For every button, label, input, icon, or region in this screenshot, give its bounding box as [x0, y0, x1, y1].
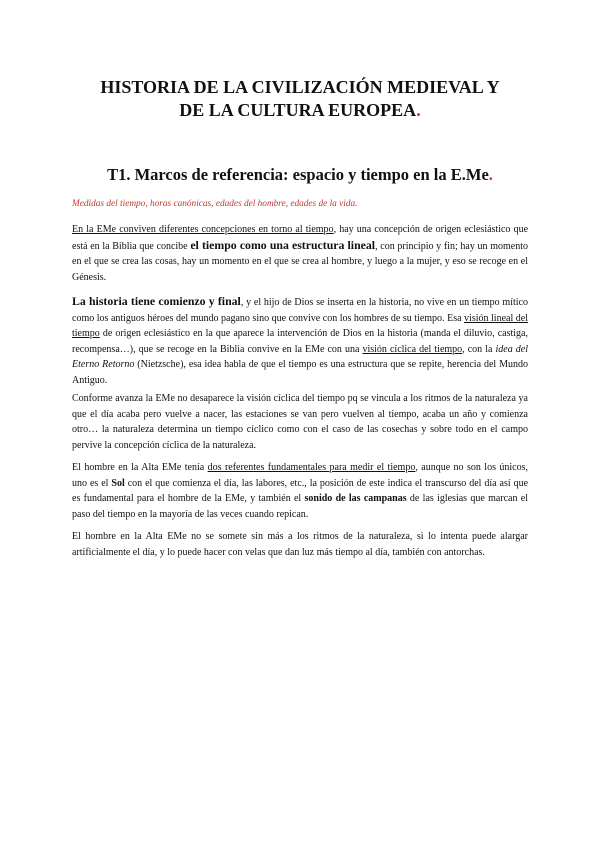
paragraph-3: Conforme avanza la EMe no desaparece la visión cíclica del tiempo pq se vincula a los ritmos de la naturaleza ya que el día acaba pero vuelve a nacer, las estaciones se van pero vuelven al tiempo, acaba un año y comienza otro… la naturaleza determina un tiempo cíclico como con el caso de las cosechas y sobre todo en el campo pervive la concepción cíclica de la naturaleza.: [72, 393, 528, 451]
p4-bold-campanas: sonido de las campanas: [304, 493, 407, 505]
p2-text-a: , y el hijo de Dios se inserta en la historia, no vive en un tiempo mítico como los antiguos héroes del mundo pagano sino que convive con los hombres de su tiempo. Esa: [72, 297, 528, 324]
section-heading: [60, 165, 540, 185]
p2-text-c: , con la: [462, 343, 496, 355]
p1-bold-phrase: el tiempo como una estructura lineal: [190, 237, 376, 252]
p2-italic-phrase: idea del Eterno Retorno: [72, 343, 528, 371]
document-title-dot: .: [416, 100, 421, 120]
p4-text-d: de las iglesias que marcan el paso del tiempo en la mayoría de las veces cuando repican.: [72, 493, 529, 520]
p4-underlined-phrase: dos referentes fundamentales para medir el tiempo: [207, 462, 416, 473]
document-title: [60, 76, 540, 122]
document-title-line1: HISTORIA DE LA CIVILIZACIÓN MEDIEVAL Y: [100, 77, 500, 97]
p1-text-b: , con principio y fin; hay un momento en el que se crea las cosas, hay un momento en el que se crea al hombre, y luego a la mujer, y eso se recoge en el Génesis.: [72, 240, 529, 283]
p4-text-a: El hombre en la Alta EMe tenía: [72, 462, 208, 473]
p4-bold-sol: Sol: [111, 477, 125, 489]
p2-underlined-linear: visión lineal del tiempo: [72, 312, 528, 340]
p2-bold-phrase: La historia tiene comienzo y final: [72, 294, 241, 308]
section-heading-dot: .: [488, 165, 493, 184]
p2-underlined-cyclic: visión cíclica del tiempo: [362, 343, 463, 355]
paragraph-2: [72, 294, 528, 389]
paragraph-5: El hombre en la Alta EMe no se somete sin más a los ritmos de la naturaleza, si lo intenta puede alargar artificialmente el día, y lo puede hacer con velas que dan luz más tiempo al día, también con antorchas.: [72, 531, 528, 558]
p1-text-a: , hay una concepción de origen eclesiástico que está en la Biblia que concibe: [72, 224, 529, 252]
document-title-line2: DE LA CULTURA EUROPEA: [179, 100, 417, 120]
p4-text-b: , aunque no son los únicos, uno es el: [72, 462, 529, 489]
p2-text-b: de origen eclesiástico en la que aparece la intervención de Dios en la historia (manda el diluvio, castiga, recompensa…), que se recoge en la Biblia convive en la EMe con una: [72, 328, 528, 355]
paragraph-1: [72, 222, 528, 285]
p1-underlined-phrase: En la EMe conviven diferentes concepciones en torno al tiempo: [72, 224, 334, 235]
p2-text-d: (Nietzsche), esa idea habla de que el tiempo es una estructura que se repite, herencia del Mundo Antiguo.: [72, 359, 528, 386]
keywords-line: Medidas del tiempo, horas canónicas, edades del hombre, edades de la vida.: [72, 199, 358, 209]
section-heading-text: T1. Marcos de referencia: espacio y tiempo en la E.Me: [107, 165, 489, 184]
p4-text-c: con el que comienza el día, las labores, etc., la posición de este indica el transcurso del día así que es fundamental para el hombre de la EMe, y también el: [72, 477, 529, 505]
paragraph-4: [72, 460, 528, 522]
